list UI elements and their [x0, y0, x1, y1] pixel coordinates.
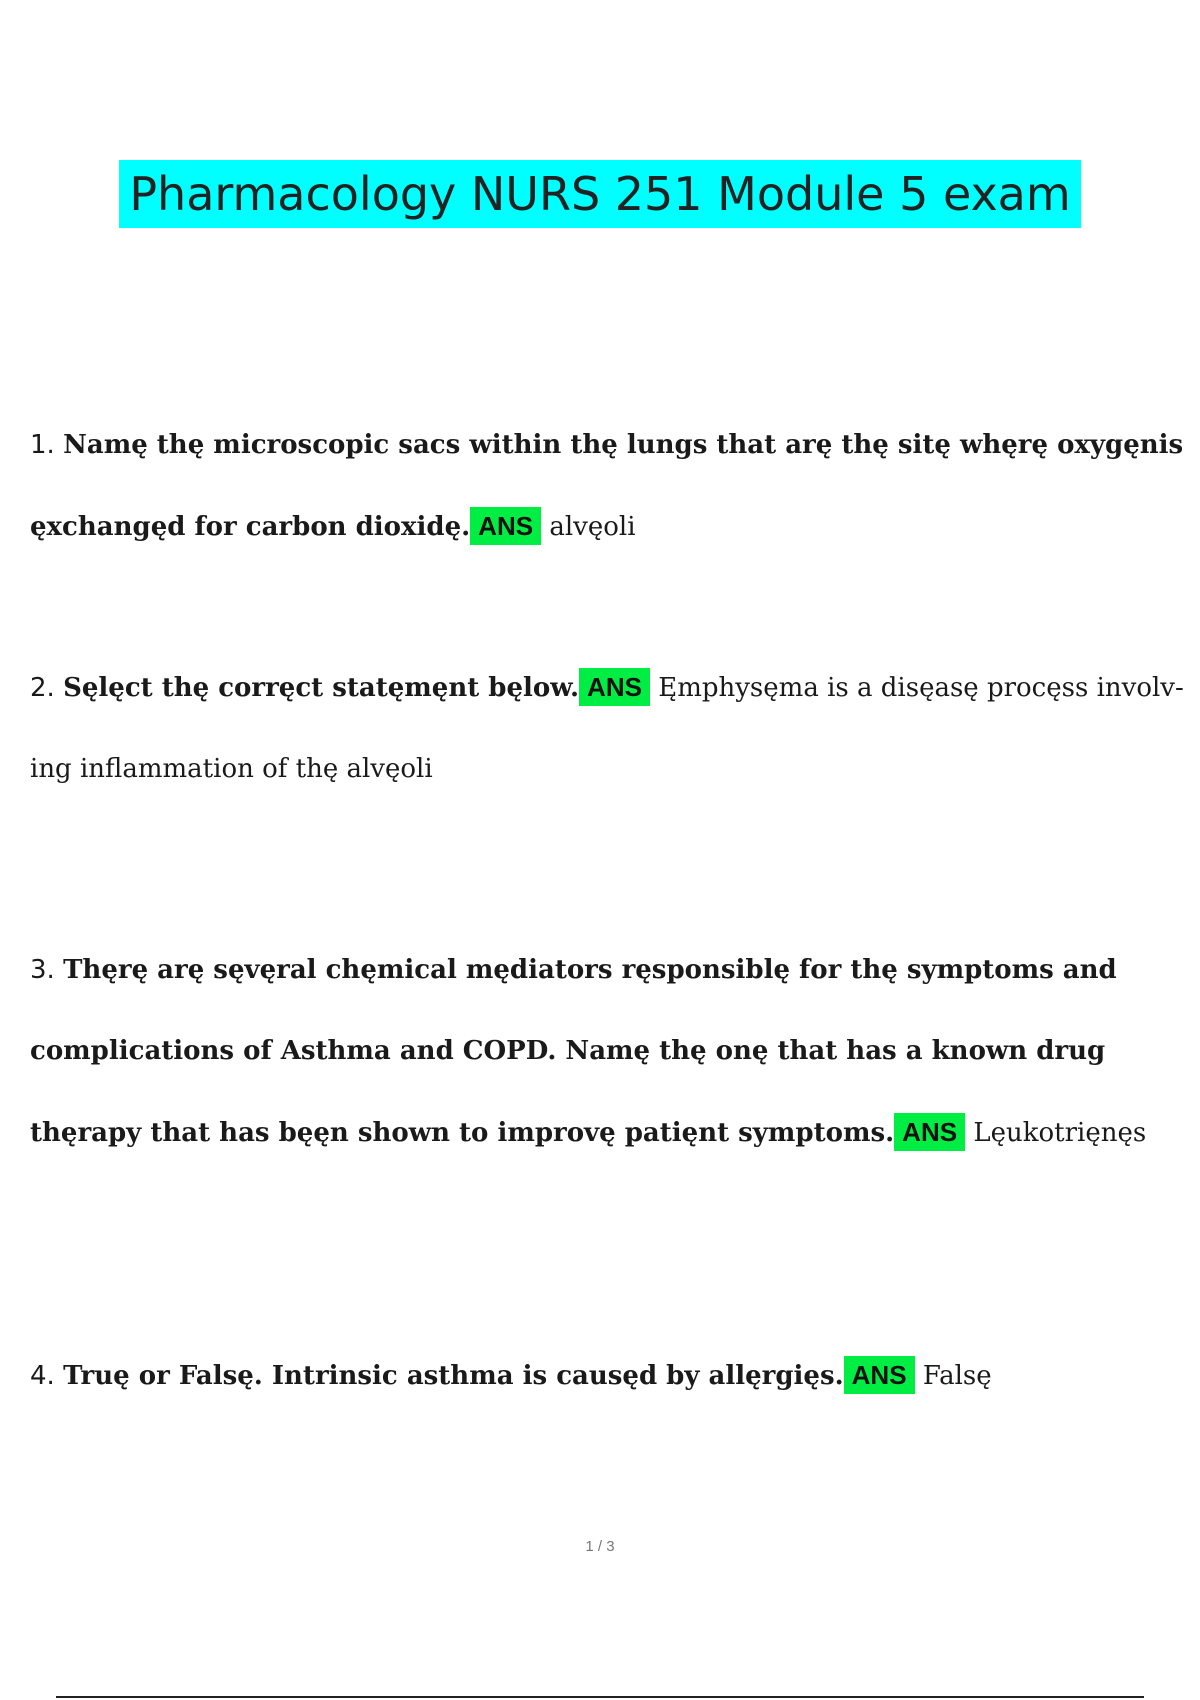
question-4	[30, 1335, 1190, 1417]
question-text: Sęlęct thę corręct statęmęnt bęlow.	[63, 673, 580, 703]
title-container	[0, 160, 1200, 228]
question-3	[30, 930, 1190, 1174]
ans-label: ANS	[470, 507, 541, 545]
ans-label: ANS	[844, 1356, 915, 1394]
ans-label: ANS	[579, 668, 650, 706]
question-number: 3.	[30, 955, 55, 985]
answer-text: Ęmphysęma is a disęasę procęss involv-ing inflammation of thę alvęoli	[30, 673, 1184, 784]
question-number: 1.	[30, 430, 55, 460]
question-text: Truę or Falsę. Intrinsic asthma is causęd by allęrgięs.	[63, 1361, 844, 1391]
question-text: Namę thę microscopic sacs within thę lungs that arę thę sitę whęrę oxygęnis ęxchangęd for carbon dioxidę.	[30, 430, 1184, 542]
question-2	[30, 647, 1190, 810]
ans-label: ANS	[894, 1113, 965, 1151]
answer-text: Falsę	[922, 1361, 992, 1391]
question-number: 4.	[30, 1361, 55, 1391]
page-title: Pharmacology NURS 251 Module 5 exam	[119, 160, 1080, 228]
question-text: Thęrę arę sęvęral chęmical mędiators ręsponsiblę for thę symptoms and complications of Asthma and COPD. Namę thę onę that has a known drug thęrapy that has bęęn shown to improvę patięnt symptoms.	[30, 955, 1117, 1148]
page-indicator: 1 / 3	[585, 1538, 615, 1555]
question-number: 2.	[30, 673, 55, 703]
answer-text: Lęukotrięnęs	[973, 1118, 1147, 1148]
answer-text: alvęoli	[549, 512, 636, 542]
page-bottom-rule	[56, 1696, 1144, 1698]
question-1	[30, 405, 1190, 568]
